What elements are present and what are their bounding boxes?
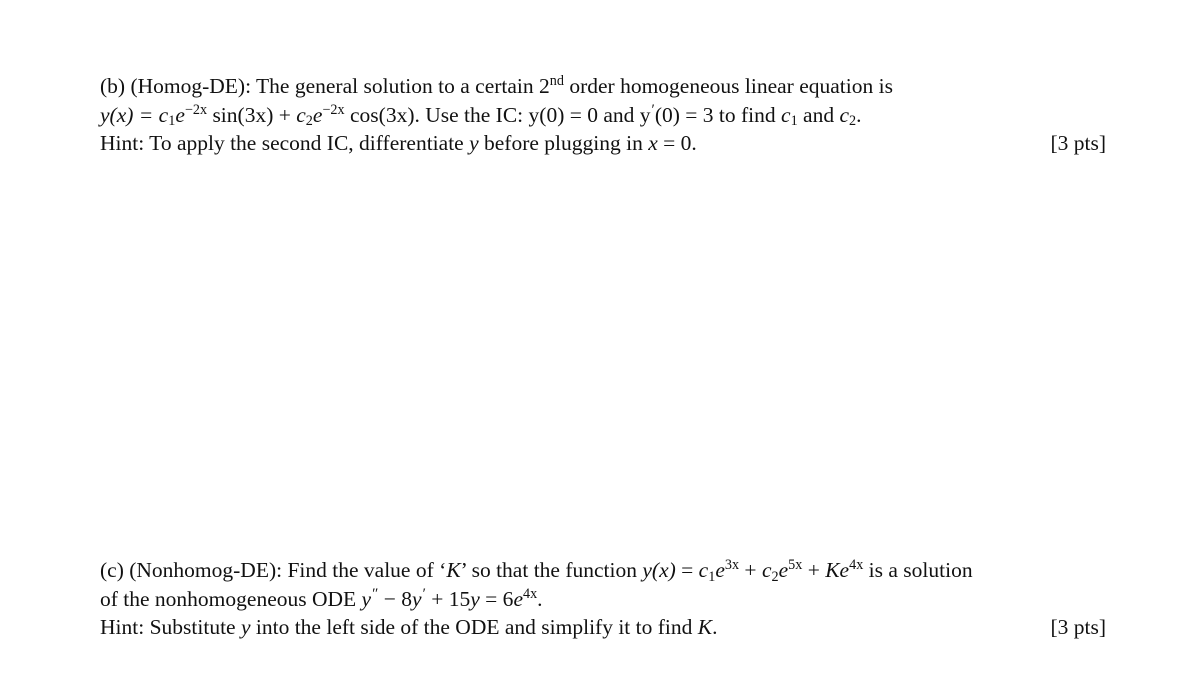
problem-b <box>100 72 1106 158</box>
problem-c-points: [3 pts] <box>1050 615 1106 639</box>
problem-c-statement: (c) (Nonhomog-DE): Find the value of ‘K’ so that the function $y(x) = c_1e^{3x} + c_2e^{5x} + Ke^{4x}$ is a solution <box>100 557 973 585</box>
problem-c <box>100 556 1106 642</box>
problem-b-equation: $y(x) = c_1e^{-2x}$ $\sin(3x) + c_2e^{-2x}$ cos(3x). Use the IC: y(0) = 0 and y′(0) = 3 to find $c_1$ and $c_2$. <box>100 101 862 130</box>
problem-c-hint: Hint: Substitute y into the left side of the ODE and simplify it to find K. [3 pts] <box>100 613 1106 642</box>
problem-b-points: [3 pts] <box>1050 131 1106 155</box>
problem-c-ode: of the nonhomogeneous ODE $y'' - 8y' + 15y = 6e^{4x}$. <box>100 585 543 611</box>
problem-b-statement: (b) (Homog-DE): The general solution to a certain 2nd order homogeneous linear equation is <box>100 73 893 98</box>
problem-b-hint: Hint: To apply the second IC, differentiate y before plugging in x = 0. [3 pts] <box>100 129 1106 158</box>
